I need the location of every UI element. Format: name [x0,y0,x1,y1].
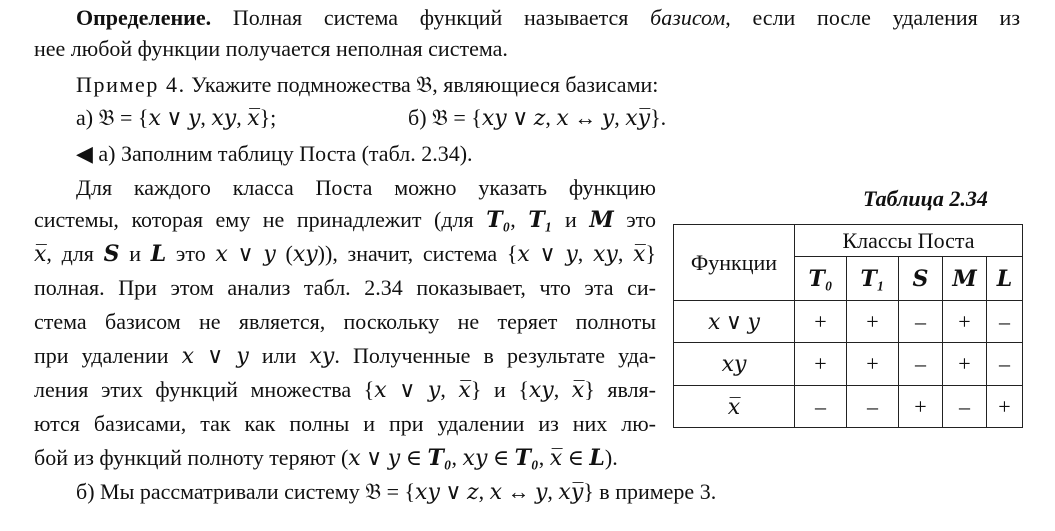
table-cell: – [943,386,987,428]
table-cell: – [899,343,943,386]
table-cell: + [795,343,847,386]
post-classes-header: Классы Поста [795,225,1023,257]
body-line-7: ления этих функций множества {𝑥 ∨ 𝑦, 𝑥̅} и {𝑥𝑦, 𝑥̅} явля- [34,377,656,402]
body-line-1: Для каждого класса Поста можно указать функцию [76,175,656,200]
table-caption: Таблица 2.34 [863,186,988,211]
example-line [76,71,658,99]
example-text: Укажите подмножества 𝔅, являющиеся базисами: [185,72,659,97]
table-cell: + [943,301,987,343]
definition-term: Определение. [76,5,212,30]
class-t1-ref: 𝑻₁ [528,207,553,232]
table-cell: + [943,343,987,386]
table-cell: – [847,386,899,428]
class-l-ref: 𝑳 [150,241,167,266]
class-t0-ref: 𝑻₀ [427,445,452,470]
table-cell: + [847,343,899,386]
definition-line-1 [76,4,1020,32]
table-cell: + [847,301,899,343]
example-part-b: б) 𝔅 = {𝑥𝑦 ∨ 𝑧, 𝑥 ↔ 𝑦, 𝑥𝑦̅}. [408,105,667,130]
table-cell: – [899,301,943,343]
class-s-ref: 𝑺 [103,241,120,266]
body-line-2 [34,206,656,234]
solution-start: ◀ а) Заполним таблицу Поста (табл. 2.34). [76,141,473,166]
function-cell: 𝑥𝑦 [674,343,795,386]
body-text: , 𝑥𝑦 ∈ [451,445,515,470]
class-header-t0: 𝑻₀ [795,257,847,301]
body-line-9 [34,444,618,472]
body-text: и [552,207,590,232]
body-line-8: ются базисами, так как полны и при удалении из них лю- [34,411,656,436]
definition-line-2: нее любой функции получается неполная система. [34,36,508,61]
function-cell: 𝑥 ∨ 𝑦 [674,301,795,343]
body-line-3 [34,240,656,268]
body-text: , 𝑥̅ ∈ [538,445,590,470]
class-t0-ref: 𝑻₀ [514,445,539,470]
body-text: и [119,241,151,266]
class-m-ref: 𝑴 [589,207,614,232]
definition-text-end: , если после удаления из [725,5,1021,30]
example-label: Пример 4. [76,72,186,97]
table-cell: + [987,386,1023,428]
table-header-row-1 [674,225,1023,257]
table-cell: – [987,343,1023,386]
body-sep: , [510,207,529,232]
definition-text: Полная система функций называется [211,5,651,30]
table-row [674,301,1023,343]
table-cell: + [899,386,943,428]
body-text: это 𝑥 ∨ 𝑦 (𝑥𝑦)), значит, система {𝑥 ∨ 𝑦, 𝑥𝑦, 𝑥̅} [166,241,657,266]
class-header-s: 𝑺 [899,257,943,301]
body-text: 𝑥̅, для [34,241,104,266]
functions-header: Функции [674,225,795,301]
body-line-4: полная. При этом анализ табл. 2.34 показывает, что эта си- [34,275,656,300]
body-line-6: при удалении 𝑥 ∨ 𝑦 или 𝑥𝑦. Полученные в результате уда- [34,343,656,368]
body-line-5: стема базисом не является, поскольку не теряет полноты [34,309,656,334]
part-b-line: б) Мы рассматривали систему 𝔅 = {𝑥𝑦 ∨ 𝑧, 𝑥 ↔ 𝑦, 𝑥𝑦̅} в примере 3. [76,479,717,504]
class-l-ref: 𝑳 [589,445,605,470]
table-cell: – [987,301,1023,343]
table-cell: – [795,386,847,428]
class-header-m: 𝑴 [943,257,987,301]
class-t0-ref: 𝑻₀ [486,207,511,232]
class-header-l: 𝑳 [987,257,1023,301]
example-part-a: а) 𝔅 = {𝑥 ∨ 𝑦, 𝑥𝑦, 𝑥̅}; [76,105,277,130]
table-cell: + [795,301,847,343]
body-text: это [613,207,657,232]
post-classes-table [673,224,1023,428]
body-text: бой из функций полноту теряют (𝑥 ∨ 𝑦 ∈ [34,445,428,470]
body-text: системы, которая ему не принадлежит (для [34,207,487,232]
definition-italic-term: базисом [650,5,726,30]
table-row [674,386,1023,428]
class-header-t1: 𝑻₁ [847,257,899,301]
body-text: ). [604,445,618,470]
table-row [674,343,1023,386]
function-cell: 𝑥̅ [674,386,795,428]
